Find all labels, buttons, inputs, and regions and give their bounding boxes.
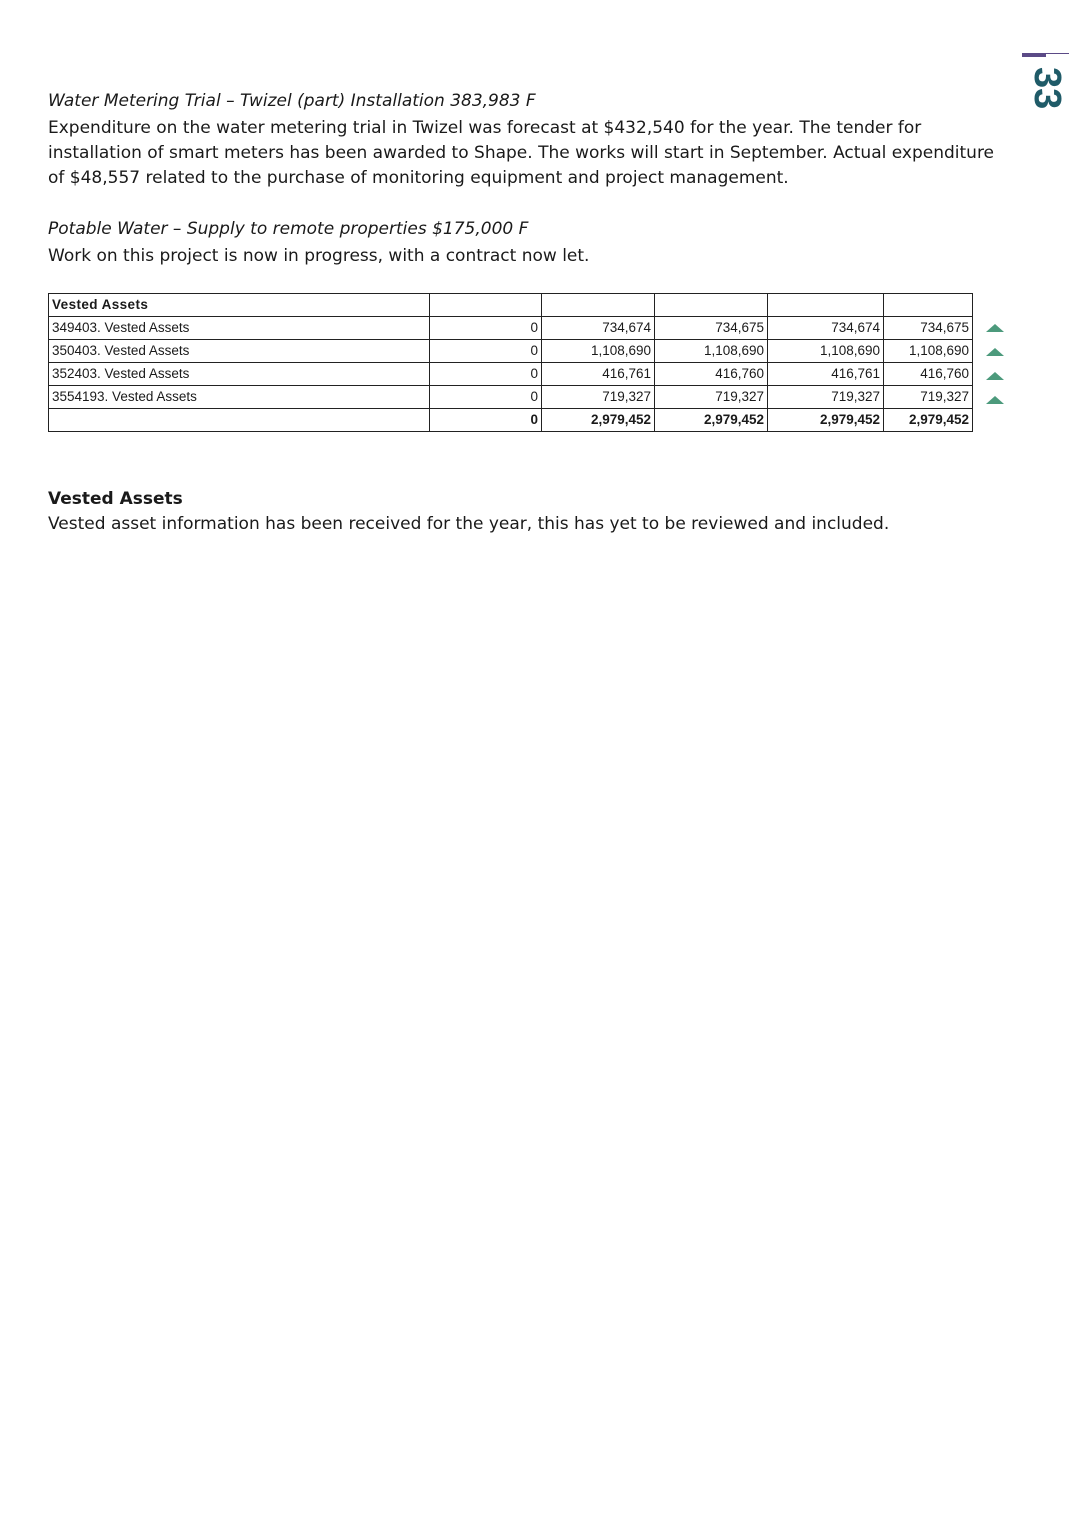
table-row — [49, 386, 973, 409]
total-value: 2,979,452 — [768, 409, 884, 432]
up-triangle-icon — [986, 324, 1004, 332]
section-body: Vested asset information has been received for the year, this has yet to be reviewed and included. — [48, 514, 890, 534]
row-value: 0 — [430, 340, 542, 363]
table-header-cell — [884, 294, 973, 317]
table-title: Vested Assets — [49, 294, 430, 317]
row-value: 719,327 — [768, 386, 884, 409]
total-value: 2,979,452 — [884, 409, 973, 432]
page-number-accent-line — [1046, 53, 1069, 54]
table-header-cell — [430, 294, 542, 317]
table-header-cell — [542, 294, 655, 317]
row-value: 1,108,690 — [542, 340, 655, 363]
row-label: 349403. Vested Assets — [49, 317, 430, 340]
total-value: 2,979,452 — [655, 409, 768, 432]
section-water-metering — [48, 89, 1008, 191]
vested-assets-table — [48, 293, 973, 432]
row-value: 0 — [430, 317, 542, 340]
row-value: 734,674 — [542, 317, 655, 340]
row-value: 734,675 — [655, 317, 768, 340]
page-number-accent-bar — [1022, 53, 1046, 57]
row-label: 352403. Vested Assets — [49, 363, 430, 386]
section-heading: Potable Water – Supply to remote properties $175,000 F — [48, 219, 529, 239]
page-number-marker — [1018, 48, 1069, 128]
vested-assets-grid — [48, 293, 973, 432]
table-header-row — [49, 294, 973, 317]
row-value: 734,674 — [768, 317, 884, 340]
row-value: 719,327 — [655, 386, 768, 409]
page-number: 33 — [1026, 67, 1068, 110]
section-heading: Vested Assets — [48, 489, 183, 509]
row-value: 719,327 — [884, 386, 973, 409]
table-row — [49, 317, 973, 340]
table-total-row — [49, 409, 973, 432]
row-value: 416,760 — [655, 363, 768, 386]
total-value: 0 — [430, 409, 542, 432]
row-label: 3554193. Vested Assets — [49, 386, 430, 409]
table-row — [49, 340, 973, 363]
section-heading: Water Metering Trial – Twizel (part) Installation 383,983 F — [48, 91, 536, 111]
up-triangle-icon — [986, 372, 1004, 380]
table-header-cell — [655, 294, 768, 317]
row-value: 416,761 — [768, 363, 884, 386]
row-value: 416,761 — [542, 363, 655, 386]
up-triangle-icon — [986, 396, 1004, 404]
row-value: 1,108,690 — [655, 340, 768, 363]
total-label — [49, 409, 430, 432]
section-potable-water — [48, 217, 1008, 269]
section-vested-assets — [48, 487, 1008, 537]
total-value: 2,979,452 — [542, 409, 655, 432]
table-row — [49, 363, 973, 386]
row-value: 719,327 — [542, 386, 655, 409]
row-value: 0 — [430, 363, 542, 386]
table-header-cell — [768, 294, 884, 317]
row-value: 1,108,690 — [768, 340, 884, 363]
row-label: 350403. Vested Assets — [49, 340, 430, 363]
row-value: 416,760 — [884, 363, 973, 386]
row-value: 0 — [430, 386, 542, 409]
row-value: 734,675 — [884, 317, 973, 340]
row-value: 1,108,690 — [884, 340, 973, 363]
up-triangle-icon — [986, 348, 1004, 356]
section-body: Expenditure on the water metering trial in Twizel was forecast at $432,540 for the year. The tender for installation of smart meters has been awarded to Shape. The works will start in September. Actual expenditure of $48,557 related to the purchase of monitoring equipment and project management. — [48, 118, 995, 188]
section-body: Work on this project is now in progress, with a contract now let. — [48, 246, 590, 266]
